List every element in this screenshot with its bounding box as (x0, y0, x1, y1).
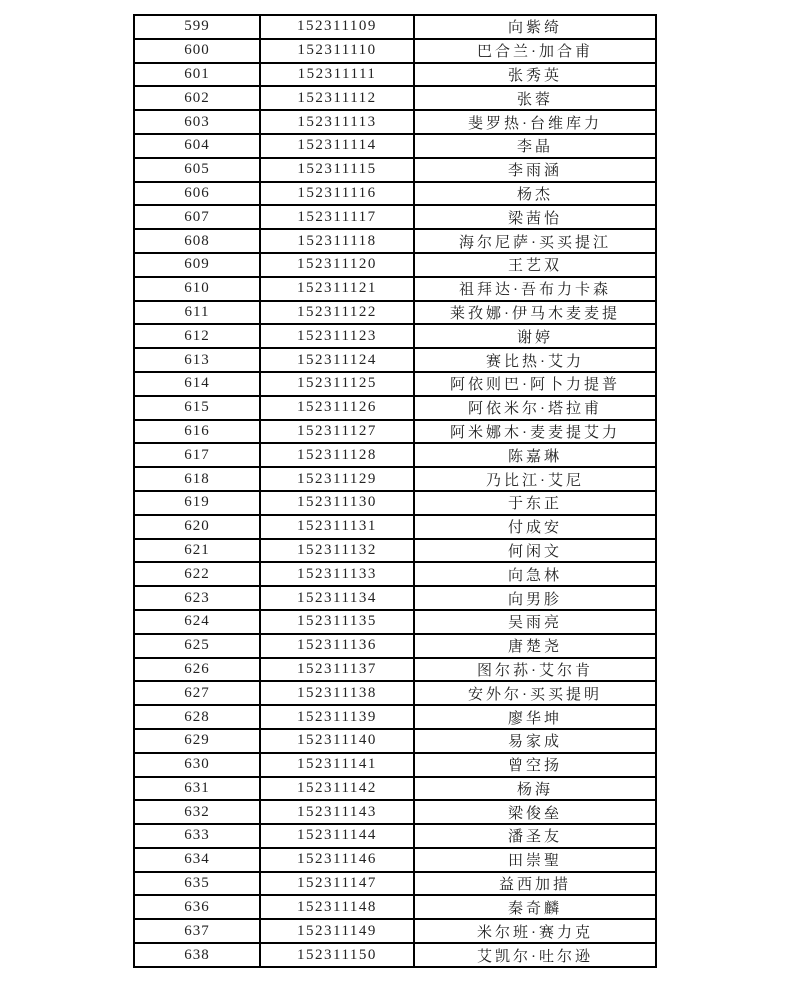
table-row (134, 277, 656, 301)
serial-cell: 615 (134, 396, 260, 420)
name-cell: 于东正 (414, 491, 656, 515)
name-cell: 梁俊垒 (414, 800, 656, 824)
name-cell: 付成安 (414, 515, 656, 539)
serial-cell: 623 (134, 586, 260, 610)
serial-cell: 638 (134, 943, 260, 967)
serial-cell: 612 (134, 324, 260, 348)
serial-cell: 624 (134, 610, 260, 634)
name-cell: 斐罗热·台维库力 (414, 110, 656, 134)
id-cell: 152311115 (260, 158, 414, 182)
serial-cell: 611 (134, 301, 260, 325)
id-cell: 152311113 (260, 110, 414, 134)
id-cell: 152311118 (260, 229, 414, 253)
table-row (134, 182, 656, 206)
table-row (134, 753, 656, 777)
name-cell: 巴合兰·加合甫 (414, 39, 656, 63)
serial-cell: 633 (134, 824, 260, 848)
name-cell: 海尔尼萨·买买提江 (414, 229, 656, 253)
table-row (134, 539, 656, 563)
table-row (134, 681, 656, 705)
serial-cell: 625 (134, 634, 260, 658)
name-cell: 益西加措 (414, 872, 656, 896)
roster-table (133, 14, 657, 968)
serial-cell: 622 (134, 562, 260, 586)
table-row (134, 800, 656, 824)
name-cell: 陈嘉琳 (414, 443, 656, 467)
id-cell: 152311112 (260, 86, 414, 110)
name-cell: 潘圣友 (414, 824, 656, 848)
table-row (134, 610, 656, 634)
name-cell: 谢婷 (414, 324, 656, 348)
table-row (134, 158, 656, 182)
id-cell: 152311111 (260, 63, 414, 87)
table-row (134, 872, 656, 896)
serial-cell: 617 (134, 443, 260, 467)
name-cell: 图尔荪·艾尔肯 (414, 658, 656, 682)
table-row (134, 110, 656, 134)
serial-cell: 632 (134, 800, 260, 824)
name-cell: 艾凯尔·吐尔逊 (414, 943, 656, 967)
name-cell: 安外尔·买买提明 (414, 681, 656, 705)
serial-cell: 636 (134, 895, 260, 919)
table-row (134, 943, 656, 967)
id-cell: 152311141 (260, 753, 414, 777)
serial-cell: 613 (134, 348, 260, 372)
id-cell: 152311147 (260, 872, 414, 896)
name-cell: 阿依则巴·阿卜力提普 (414, 372, 656, 396)
serial-cell: 616 (134, 420, 260, 444)
id-cell: 152311136 (260, 634, 414, 658)
id-cell: 152311133 (260, 562, 414, 586)
id-cell: 152311144 (260, 824, 414, 848)
table-row (134, 777, 656, 801)
roster-table-body (134, 15, 656, 967)
serial-cell: 614 (134, 372, 260, 396)
id-cell: 152311138 (260, 681, 414, 705)
id-cell: 152311143 (260, 800, 414, 824)
name-cell: 廖华坤 (414, 705, 656, 729)
name-cell: 秦奇麟 (414, 895, 656, 919)
name-cell: 赛比热·艾力 (414, 348, 656, 372)
name-cell: 阿依米尔·塔拉甫 (414, 396, 656, 420)
name-cell: 田崇聖 (414, 848, 656, 872)
name-cell: 王艺双 (414, 253, 656, 277)
id-cell: 152311123 (260, 324, 414, 348)
table-row (134, 348, 656, 372)
id-cell: 152311114 (260, 134, 414, 158)
serial-cell: 619 (134, 491, 260, 515)
serial-cell: 608 (134, 229, 260, 253)
table-row (134, 396, 656, 420)
id-cell: 152311129 (260, 467, 414, 491)
name-cell: 祖拜达·吾布力卡森 (414, 277, 656, 301)
name-cell: 曾空扬 (414, 753, 656, 777)
id-cell: 152311139 (260, 705, 414, 729)
id-cell: 152311146 (260, 848, 414, 872)
serial-cell: 602 (134, 86, 260, 110)
id-cell: 152311116 (260, 182, 414, 206)
serial-cell: 610 (134, 277, 260, 301)
name-cell: 杨海 (414, 777, 656, 801)
table-row (134, 301, 656, 325)
id-cell: 152311125 (260, 372, 414, 396)
name-cell: 杨杰 (414, 182, 656, 206)
id-cell: 152311132 (260, 539, 414, 563)
name-cell: 向男胗 (414, 586, 656, 610)
name-cell: 乃比江·艾尼 (414, 467, 656, 491)
name-cell: 阿米娜木·麦麦提艾力 (414, 420, 656, 444)
id-cell: 152311135 (260, 610, 414, 634)
name-cell: 向紫绮 (414, 15, 656, 39)
name-cell: 李晶 (414, 134, 656, 158)
serial-cell: 634 (134, 848, 260, 872)
table-row (134, 895, 656, 919)
serial-cell: 606 (134, 182, 260, 206)
serial-cell: 621 (134, 539, 260, 563)
serial-cell: 626 (134, 658, 260, 682)
id-cell: 152311120 (260, 253, 414, 277)
id-cell: 152311137 (260, 658, 414, 682)
name-cell: 唐楚尧 (414, 634, 656, 658)
name-cell: 何闲文 (414, 539, 656, 563)
serial-cell: 609 (134, 253, 260, 277)
table-row (134, 634, 656, 658)
table-row (134, 729, 656, 753)
table-row (134, 658, 656, 682)
id-cell: 152311127 (260, 420, 414, 444)
table-row (134, 39, 656, 63)
serial-cell: 607 (134, 205, 260, 229)
table-row (134, 420, 656, 444)
serial-cell: 601 (134, 63, 260, 87)
id-cell: 152311142 (260, 777, 414, 801)
table-row (134, 324, 656, 348)
name-cell: 张秀英 (414, 63, 656, 87)
table-row (134, 372, 656, 396)
table-row (134, 15, 656, 39)
table-row (134, 134, 656, 158)
serial-cell: 635 (134, 872, 260, 896)
name-cell: 易家成 (414, 729, 656, 753)
serial-cell: 630 (134, 753, 260, 777)
id-cell: 152311110 (260, 39, 414, 63)
id-cell: 152311134 (260, 586, 414, 610)
id-cell: 152311131 (260, 515, 414, 539)
table-row (134, 586, 656, 610)
table-row (134, 705, 656, 729)
table-row (134, 467, 656, 491)
name-cell: 梁茜怡 (414, 205, 656, 229)
serial-cell: 604 (134, 134, 260, 158)
table-row (134, 919, 656, 943)
serial-cell: 600 (134, 39, 260, 63)
name-cell: 向急林 (414, 562, 656, 586)
id-cell: 152311122 (260, 301, 414, 325)
serial-cell: 605 (134, 158, 260, 182)
serial-cell: 599 (134, 15, 260, 39)
id-cell: 152311126 (260, 396, 414, 420)
id-cell: 152311124 (260, 348, 414, 372)
id-cell: 152311128 (260, 443, 414, 467)
id-cell: 152311148 (260, 895, 414, 919)
table-row (134, 491, 656, 515)
table-row (134, 63, 656, 87)
serial-cell: 620 (134, 515, 260, 539)
table-row (134, 253, 656, 277)
id-cell: 152311121 (260, 277, 414, 301)
table-row (134, 229, 656, 253)
table-row (134, 848, 656, 872)
serial-cell: 631 (134, 777, 260, 801)
serial-cell: 629 (134, 729, 260, 753)
id-cell: 152311109 (260, 15, 414, 39)
name-cell: 张蓉 (414, 86, 656, 110)
table-row (134, 824, 656, 848)
name-cell: 李雨涵 (414, 158, 656, 182)
name-cell: 米尔班·赛力克 (414, 919, 656, 943)
name-cell: 莱孜娜·伊马木麦麦提 (414, 301, 656, 325)
name-cell: 吴雨亮 (414, 610, 656, 634)
table-row (134, 86, 656, 110)
table-row (134, 562, 656, 586)
serial-cell: 637 (134, 919, 260, 943)
serial-cell: 618 (134, 467, 260, 491)
table-row (134, 443, 656, 467)
serial-cell: 603 (134, 110, 260, 134)
serial-cell: 628 (134, 705, 260, 729)
table-row (134, 515, 656, 539)
id-cell: 152311149 (260, 919, 414, 943)
table-row (134, 205, 656, 229)
id-cell: 152311130 (260, 491, 414, 515)
id-cell: 152311117 (260, 205, 414, 229)
id-cell: 152311140 (260, 729, 414, 753)
serial-cell: 627 (134, 681, 260, 705)
id-cell: 152311150 (260, 943, 414, 967)
